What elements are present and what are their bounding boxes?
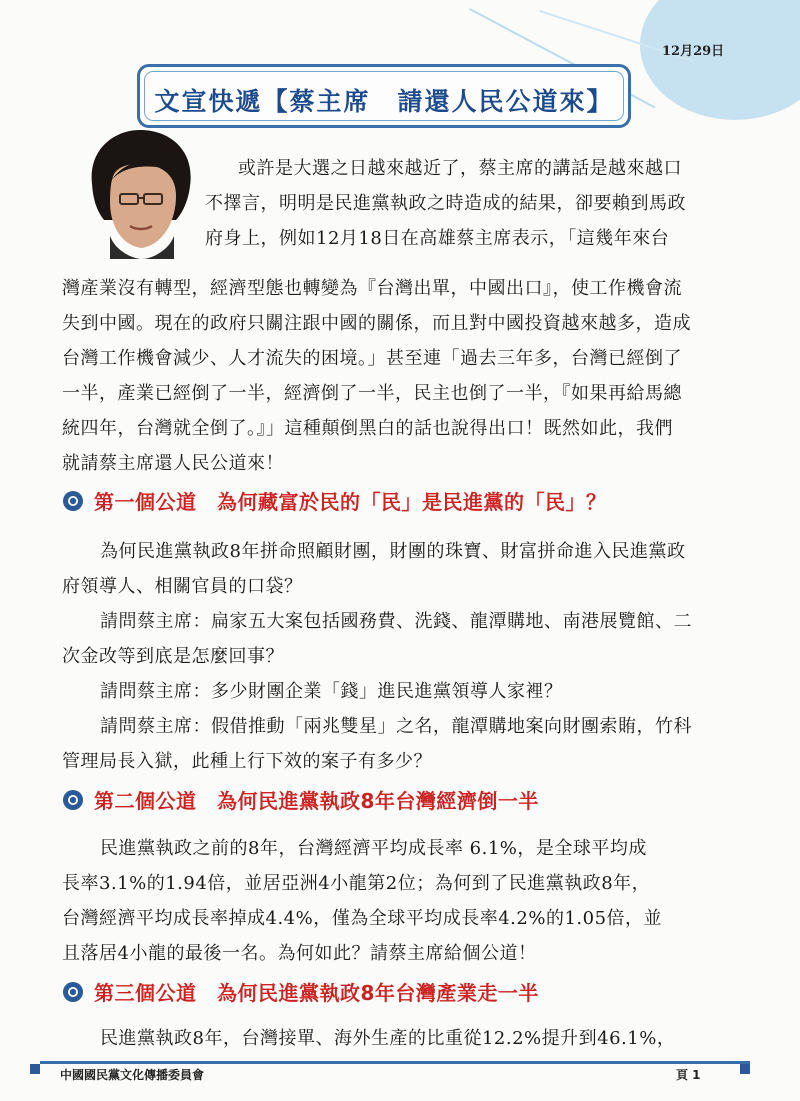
section-line: 府領導人、相關官員的口袋？ xyxy=(62,576,303,597)
footer-corner-block xyxy=(30,1064,40,1074)
intro-line: 統四年，台灣就全倒了。』」這種顛倒黑白的話也說得出口！既然如此，我們 xyxy=(62,418,673,439)
section-line: 管理局長入獄，此種上行下效的案子有多少？ xyxy=(62,751,432,772)
section-heading-text: 第一個公道 為何藏富於民的「民」是民進黨的「民」？ xyxy=(94,490,607,514)
title-box xyxy=(137,64,631,128)
intro-line: 或許是大選之日越來越近了，蔡主席的講話是越來越口 xyxy=(238,158,682,179)
decorative-circle xyxy=(640,0,800,120)
section-line: 為何民進黨執政8年拼命照顧財團，財團的珠寶、財富拼命進入民進黨政 xyxy=(100,541,686,562)
section-heading-text: 第二個公道 為何民進黨執政8年台灣經濟倒一半 xyxy=(94,789,539,813)
page-number: 頁 1 xyxy=(676,1068,701,1082)
section-line: 長率3.1%的1.94倍，並居亞洲4小龍第2位；為何到了民進黨執政8年， xyxy=(62,873,651,894)
footer-organization: 中國國民黨文化傳播委員會 xyxy=(60,1068,205,1082)
section-line: 次金改等到底是怎麼回事？ xyxy=(62,646,284,667)
footer-rule xyxy=(40,1061,750,1064)
portrait-image xyxy=(80,124,200,259)
intro-line: 一半，產業已經倒了一半，經濟倒了一半，民主也倒了一半，『如果再給馬總 xyxy=(62,383,682,404)
page-title: 文宣快遞【蔡主席 請還人民公道來】 xyxy=(154,87,614,116)
section-heading xyxy=(62,785,539,814)
section-line: 請問蔡主席：多少財團企業「錢」進民進黨領導人家裡？ xyxy=(100,681,563,702)
section-heading xyxy=(62,486,607,515)
date-label: 12月29日 xyxy=(662,44,725,59)
intro-line: 府身上，例如12月18日在高雄蔡主席表示，「這幾年來台 xyxy=(205,228,670,249)
section-line: 請問蔡主席：假借推動「兩兆雙星」之名，龍潭購地案向財團索賄，竹科 xyxy=(100,716,692,737)
section-line: 台灣經濟平均成長率掉成4.4%，僅為全球平均成長率4.2%的1.05倍，並 xyxy=(62,908,663,929)
section-line: 請問蔡主席：扁家五大案包括國務費、洗錢、龍潭購地、南港展覽館、二 xyxy=(100,611,692,632)
section-line: 民進黨執政8年，台灣接單、海外生產的比重從12.2%提升到46.1%， xyxy=(100,1028,676,1049)
sun-emblem-icon xyxy=(62,789,84,811)
intro-line: 台灣工作機會減少、人才流失的困境。」甚至連「過去三年多，台灣已經倒了 xyxy=(62,348,682,369)
section-heading-text: 第三個公道 為何民進黨執政8年台灣產業走一半 xyxy=(94,981,539,1005)
intro-line: 就請蔡主席還人民公道來！ xyxy=(62,453,284,474)
section-heading xyxy=(62,977,539,1006)
sun-emblem-icon xyxy=(62,981,84,1003)
intro-line: 灣產業沒有轉型，經濟型態也轉變為『台灣出單，中國出口』，使工作機會流 xyxy=(62,278,682,299)
sun-emblem-icon xyxy=(62,490,84,512)
section-line: 民進黨執政之前的8年，台灣經濟平均成長率 6.1%，是全球平均成 xyxy=(100,838,647,859)
section-line: 且落居4小龍的最後一名。為何如此？請蔡主席給個公道！ xyxy=(62,943,537,964)
intro-line: 失到中國。現在的政府只關注跟中國的關係，而且對中國投資越來越多，造成 xyxy=(62,313,691,334)
footer-corner-block xyxy=(740,1064,750,1074)
intro-line: 不擇言，明明是民進黨執政之時造成的結果，卻要賴到馬政 xyxy=(205,193,686,214)
